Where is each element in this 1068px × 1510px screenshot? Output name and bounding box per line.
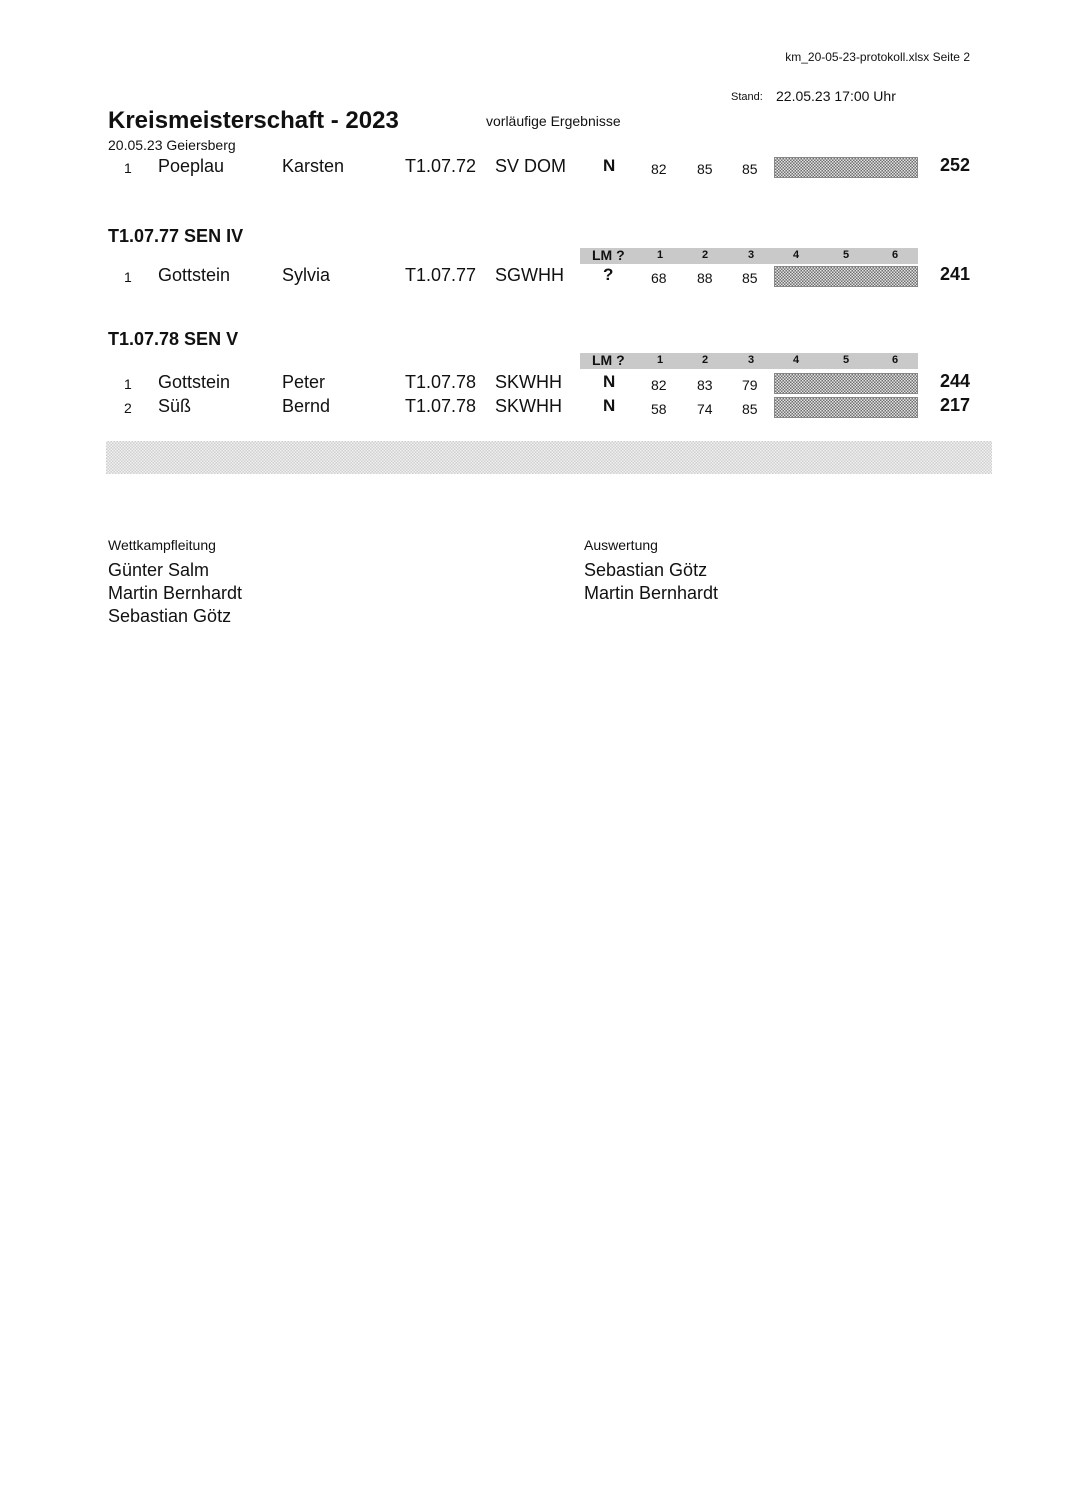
score-2: 85: [697, 161, 713, 177]
class-code: T1.07.78: [405, 396, 477, 416]
separator-band: [106, 441, 992, 474]
total-score: 252: [940, 155, 971, 175]
total-score: 241: [940, 264, 971, 284]
first-name: Peter: [282, 372, 326, 392]
header-lm: LM ?: [592, 352, 625, 368]
date-location: 20.05.23 Geiersberg: [108, 137, 236, 153]
club: SKWHH: [495, 396, 562, 416]
last-name: Gottstein: [158, 265, 231, 285]
score-3: 85: [742, 270, 758, 286]
stand-value: 22.05.23 17:00 Uhr: [776, 88, 896, 104]
total-score: 244: [940, 371, 971, 391]
result-row: [0, 156, 1068, 180]
lm-value: N: [603, 156, 616, 175]
class-code: T1.07.72: [405, 156, 477, 176]
first-name: Karsten: [282, 156, 345, 176]
last-name: Gottstein: [158, 372, 231, 392]
footer-right-label: Auswertung: [584, 537, 658, 553]
stand-label: Stand:: [731, 91, 763, 103]
rank: 1: [124, 269, 132, 285]
lm-value: ?: [603, 265, 614, 284]
table-header: [580, 248, 918, 264]
result-row: [0, 372, 1068, 396]
table-header: [580, 353, 918, 369]
header-col-1: 1: [657, 354, 664, 366]
footer-left-name: Günter Salm: [108, 560, 210, 580]
page-subtitle: vorläufige Ergebnisse: [486, 113, 621, 129]
hatched-cells: [774, 157, 918, 178]
class-code: T1.07.78: [405, 372, 477, 392]
header-col-6: 6: [892, 249, 899, 261]
header-col-3: 3: [748, 249, 755, 261]
club: SV DOM: [495, 156, 567, 176]
score-1: 82: [651, 161, 667, 177]
footer-right-name: Martin Bernhardt: [584, 583, 719, 603]
score-2: 88: [697, 270, 713, 286]
rank: 1: [124, 376, 132, 392]
hatched-cells: [774, 397, 918, 418]
header-col-2: 2: [702, 354, 709, 366]
header-col-6: 6: [892, 354, 899, 366]
header-col-5: 5: [843, 354, 850, 366]
first-name: Sylvia: [282, 265, 331, 285]
footer-right-name: Sebastian Götz: [584, 560, 708, 580]
club: SKWHH: [495, 372, 562, 392]
file-name: km_20-05-23-protokoll.xlsx Seite 2: [785, 50, 970, 64]
score-1: 82: [651, 377, 667, 393]
class-code: T1.07.77: [405, 265, 477, 285]
result-row: [0, 265, 1068, 289]
header-col-2: 2: [702, 249, 709, 261]
header-lm: LM ?: [592, 247, 625, 263]
score-1: 68: [651, 270, 667, 286]
header-col-1: 1: [657, 249, 664, 261]
lm-value: N: [603, 372, 616, 391]
score-3: 79: [742, 377, 758, 393]
rank: 2: [124, 400, 132, 416]
footer-left-name: Martin Bernhardt: [108, 583, 243, 603]
header-col-4: 4: [793, 249, 800, 261]
lm-value: N: [603, 396, 616, 415]
footer-left-label: Wettkampfleitung: [108, 537, 216, 553]
rank: 1: [124, 160, 132, 176]
hatched-cells: [774, 266, 918, 287]
hatched-cells: [774, 373, 918, 394]
result-row: [0, 396, 1068, 420]
section-title: T1.07.78 SEN V: [108, 329, 239, 349]
first-name: Bernd: [282, 396, 331, 416]
total-score: 217: [940, 395, 971, 415]
score-3: 85: [742, 161, 758, 177]
score-3: 85: [742, 401, 758, 417]
page-title: Kreismeisterschaft - 2023: [108, 107, 399, 134]
score-2: 83: [697, 377, 713, 393]
score-1: 58: [651, 401, 667, 417]
club: SGWHH: [495, 265, 564, 285]
last-name: Poeplau: [158, 156, 225, 176]
last-name: Süß: [158, 396, 192, 416]
header-col-5: 5: [843, 249, 850, 261]
footer-left-name: Sebastian Götz: [108, 606, 232, 626]
header-col-4: 4: [793, 354, 800, 366]
header-col-3: 3: [748, 354, 755, 366]
section-title: T1.07.77 SEN IV: [108, 226, 244, 246]
score-2: 74: [697, 401, 713, 417]
